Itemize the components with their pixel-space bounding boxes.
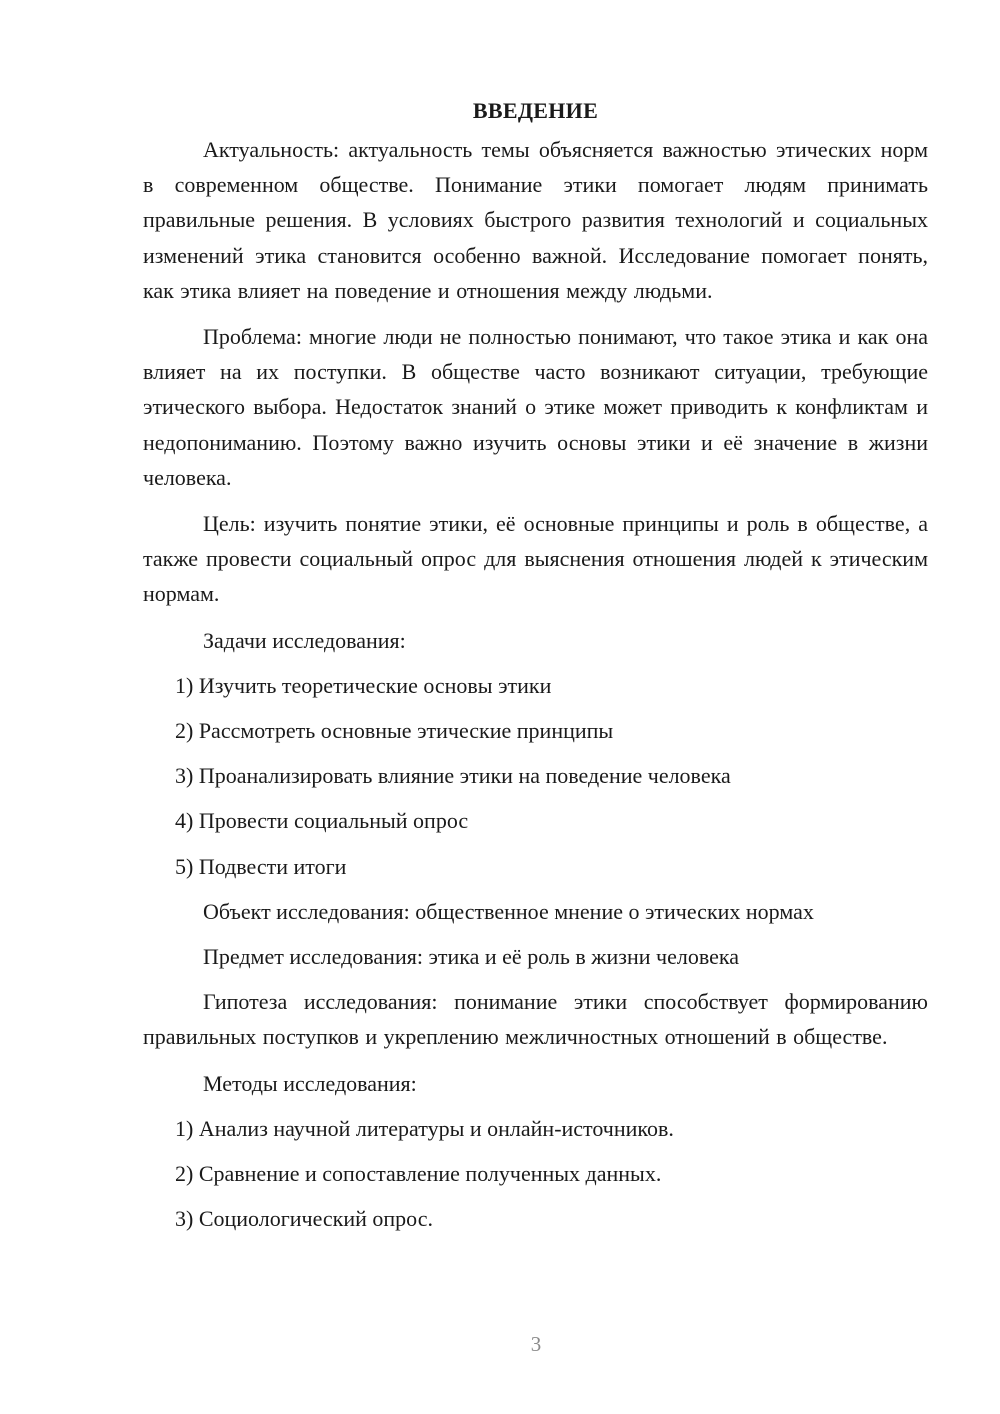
methods-list	[143, 1111, 928, 1237]
methods-heading: Методы исследования:	[203, 1070, 417, 1096]
list-item: 2) Рассмотреть основные этические принципы	[175, 718, 614, 744]
list-item: 2) Сравнение и сопоставление полученных данных.	[175, 1161, 662, 1187]
page-content	[143, 90, 928, 1246]
goal-paragraph: Цель: изучить понятие этики, её основные принципы и роль в обществе, а также провести социальный опрос для выяснения отношения людей к этическим нормам.	[143, 511, 928, 607]
page-number: 3	[530, 1332, 542, 1356]
page-title: ВВЕДЕНИЕ	[472, 98, 599, 123]
object-line: Объект исследования: общественное мнение о этических нормах	[203, 898, 814, 924]
relevance-paragraph: Актуальность: актуальность темы объясняется важностью этических норм в современном обществе. Понимание этики помогает людям принимать правильные решения. В условиях быстрого развития технологий и социальных изменений этика становится особенно важной. Исследование помогает понять, как этика влияет на поведение и отношения между людьми.	[143, 137, 928, 303]
list-item: 3) Проанализировать влияние этики на поведение человека	[175, 763, 731, 789]
tasks-list	[143, 668, 928, 884]
problem-paragraph: Проблема: многие люди не полностью понимают, что такое этика и как она влияет на их поступки. В обществе часто возникают ситуации, требующие этического выбора. Недостаток знаний о этике может приводить к конфликтам и недопониманию. Поэтому важно изучить основы этики и её значение в жизни человека.	[143, 324, 928, 490]
tasks-heading: Задачи исследования:	[203, 627, 406, 653]
subject-line: Предмет исследования: этика и её роль в жизни человека	[203, 944, 739, 970]
list-item: 1) Изучить теоретические основы этики	[175, 672, 552, 698]
list-item: 5) Подвести итоги	[175, 853, 347, 879]
list-item: 3) Социологический опрос.	[175, 1206, 433, 1232]
hypothesis-paragraph: Гипотеза исследования: понимание этики способствует формированию правильных поступков и укреплению межличностных отношений в обществе.	[143, 989, 928, 1050]
list-item: 4) Провести социальный опрос	[175, 808, 469, 834]
list-item: 1) Анализ научной литературы и онлайн-источников.	[175, 1115, 674, 1141]
